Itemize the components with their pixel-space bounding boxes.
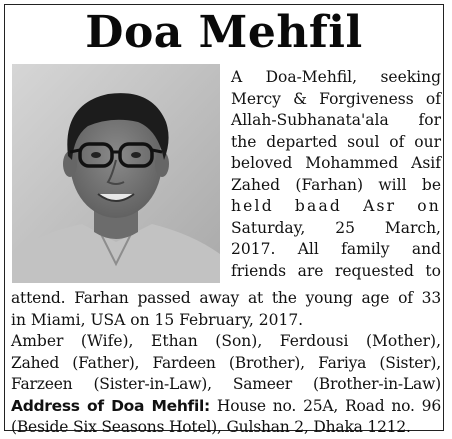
body-line: Zahed (Father), Fardeen (Brother), Fariya (Sister),: [11, 353, 441, 372]
obituary-notice: [4, 4, 444, 436]
body-line: Farzeen (Sister-in-Law), Sameer (Brother-in-Law): [11, 375, 441, 393]
side-line: Allah-Subhanata'ala for: [231, 111, 441, 129]
address-text: House no. 25A, Road no. 96: [209, 396, 441, 415]
side-line: beloved Mohammed Asif: [231, 154, 441, 172]
side-line: the departed soul of our: [231, 132, 441, 151]
body-line: attend. Farhan passed away at the young age of 33: [11, 289, 441, 307]
body-line: Amber (Wife), Ethan (Son), Ferdousi (Mother),: [11, 332, 441, 350]
side-line: Zahed (Farhan) will be: [231, 175, 441, 194]
address-line-2: (Beside Six Seasons Hotel), Gulshan 2, Dhaka 1212.: [11, 418, 411, 436]
side-line: held baad Asr on: [231, 197, 441, 215]
address-label: Address of Doa Mehfil:: [11, 396, 210, 415]
notice-body-text: [11, 288, 441, 439]
side-line: friends are requested to: [231, 261, 441, 280]
notice-title: Doa Mehfil: [85, 7, 363, 58]
side-line: A Doa-Mehfil, seeking: [231, 68, 441, 86]
side-line: 2017. All family and: [231, 240, 441, 258]
side-line: Saturday, 25 March,: [231, 218, 441, 237]
notice-side-text: [231, 67, 441, 282]
portrait-photo: [12, 64, 220, 283]
address-line: [11, 396, 441, 418]
body-line: in Miami, USA on 15 February, 2017.: [11, 310, 304, 329]
side-line: Mercy & Forgiveness of: [231, 89, 441, 108]
